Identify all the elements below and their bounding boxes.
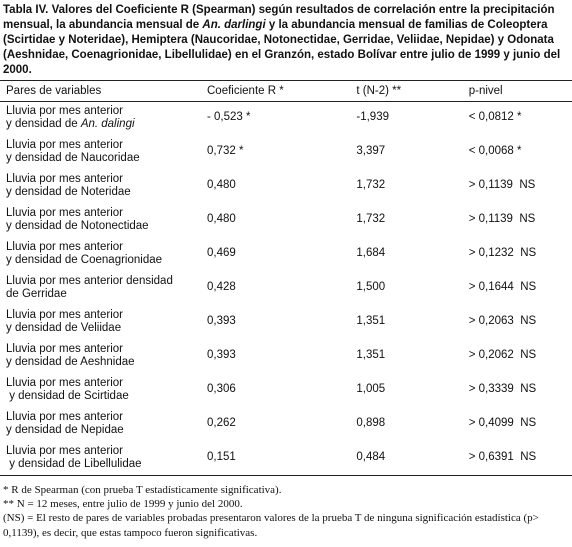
variable-pair-line2-text: y densidad de Nepidae xyxy=(6,423,124,436)
variable-pair-line2 xyxy=(6,152,201,165)
footnote-ns: (NS) = El resto de pares de variables probadas presentaron valores de la prueba T de ninguna significación estadística (p> 0,1139), es decir, que estas tampoco fueron significativas. xyxy=(3,512,539,539)
variable-pair-line2 xyxy=(6,356,201,369)
variable-pair-cell xyxy=(0,306,201,340)
variable-pair-line2-text: y densidad de Coenagrionidae xyxy=(6,253,163,266)
coefficient-cell: - 0,523 * xyxy=(207,111,251,123)
table-row xyxy=(0,238,572,272)
caption-species: An. darlingi xyxy=(202,19,266,31)
table-body xyxy=(0,102,572,476)
variable-pair-line2-text: y densidad de xyxy=(6,118,81,130)
variable-pair-cell xyxy=(0,204,201,238)
coefficient-cell: 0,393 xyxy=(207,348,236,361)
variable-pair-line1: Lluvia por mes anterior xyxy=(6,240,123,253)
t-value-cell: 1,732 xyxy=(356,212,386,225)
variable-pair-line2-text: y densidad de Notonectidae xyxy=(6,219,149,232)
p-level-cell: > 0,1232 NS xyxy=(468,246,537,259)
p-level-cell: > 0,1139 NS xyxy=(468,212,536,225)
header-coefficient: Coeficiente R * xyxy=(201,81,350,102)
header-pairs: Pares de variables xyxy=(0,81,201,102)
table-row xyxy=(0,272,572,306)
table-row xyxy=(0,170,572,204)
table-row xyxy=(0,136,572,170)
table-row xyxy=(0,204,572,238)
variable-pair-line1: Lluvia por mes anterior xyxy=(6,105,123,117)
t-value-cell: 1,351 xyxy=(356,348,386,361)
header-p: p-nivel xyxy=(463,81,572,102)
variable-pair-line2 xyxy=(6,254,201,267)
coefficient-cell: 0,480 xyxy=(207,178,236,191)
variable-pair-species: An. dalingi xyxy=(80,118,135,130)
variable-pair-line1: Lluvia por mes anterior xyxy=(6,206,123,219)
variable-pair-line2 xyxy=(6,186,201,199)
coefficient-cell: 0,151 xyxy=(201,442,350,476)
variable-pair-line1: Lluvia por mes anterior densidad xyxy=(6,274,173,287)
correlation-table xyxy=(0,80,572,476)
table-row xyxy=(0,374,572,408)
table-header-row xyxy=(0,81,572,102)
variable-pair-line2-text: y densidad de Aeshnidae xyxy=(6,355,135,368)
variable-pair-cell xyxy=(0,102,201,136)
t-value-cell: 1,351 xyxy=(356,314,386,327)
coefficient-cell: 0,732 * xyxy=(207,144,244,157)
variable-pair-line1: Lluvia por mes anterior xyxy=(6,342,123,355)
variable-pair-line2 xyxy=(6,458,201,471)
coefficient-cell: 0,262 xyxy=(207,416,236,429)
variable-pair-line1: Lluvia por mes anterior xyxy=(6,172,123,185)
variable-pair-line2 xyxy=(6,288,201,301)
variable-pair-cell xyxy=(0,374,201,408)
table-row xyxy=(0,102,572,136)
variable-pair-line2-text: y densidad de Veliidae xyxy=(6,321,122,334)
p-level-cell: > 0,4099 NS xyxy=(468,416,537,429)
t-value-cell: -1,939 xyxy=(356,111,389,123)
caption-text: Tabla IV. Valores del Coeficiente R (Spearman) según resultados de correlación entre la precipitación mensual, la abundancia mensual de xyxy=(3,4,555,31)
coefficient-cell: 0,393 xyxy=(207,314,236,327)
variable-pair-cell xyxy=(0,340,201,374)
variable-pair-cell xyxy=(0,408,201,442)
p-level-cell: > 0,2063 NS xyxy=(468,314,537,327)
variable-pair-line2 xyxy=(6,424,201,437)
table-caption xyxy=(3,3,569,78)
variable-pair-cell xyxy=(0,238,201,272)
t-value-cell: 0,484 xyxy=(350,442,462,476)
variable-pair-line2 xyxy=(6,322,201,335)
table-row xyxy=(0,408,572,442)
variable-pair-line1: Lluvia por mes anterior xyxy=(6,376,123,389)
footnote-sample-size: ** N = 12 meses, entre julio de 1999 y junio del 2000. xyxy=(3,498,243,511)
variable-pair-line2 xyxy=(6,118,201,131)
coefficient-cell: 0,469 xyxy=(207,246,236,259)
p-level-cell: > 0,1644 NS xyxy=(468,280,537,293)
t-value-cell: 1,732 xyxy=(356,178,386,191)
footnotes xyxy=(3,483,569,540)
variable-pair-line2-text: y densidad de Naucoridae xyxy=(6,151,140,164)
variable-pair-line2 xyxy=(6,220,201,233)
variable-pair-line1: Lluvia por mes anterior xyxy=(6,444,123,457)
coefficient-cell: 0,428 xyxy=(207,280,236,293)
t-value-cell: 0,898 xyxy=(356,416,386,429)
variable-pair-line2-text: y densidad de Scirtidae xyxy=(6,389,129,402)
p-level-cell: > 0,2062 NS xyxy=(468,348,537,361)
variable-pair-cell xyxy=(0,272,201,306)
variable-pair-line1: Lluvia por mes anterior xyxy=(6,410,123,423)
variable-pair-line2-text: y densidad de Noteridae xyxy=(6,185,131,198)
footnote-spearman: * R de Spearman (con prueba T estadísticamente significativa). xyxy=(3,484,282,496)
coefficient-cell: 0,480 xyxy=(207,212,236,225)
variable-pair-line1: Lluvia por mes anterior xyxy=(6,308,123,321)
variable-pair-line1: Lluvia por mes anterior xyxy=(6,138,123,151)
p-level-cell: > 0,3339 NS xyxy=(468,382,537,395)
variable-pair-cell xyxy=(0,442,201,476)
variable-pair-line2-text: y densidad de Libellulidae xyxy=(6,457,142,470)
p-level-cell: > 0,1139 NS xyxy=(468,178,536,191)
table-row xyxy=(0,306,572,340)
variable-pair-line2-text: de Gerridae xyxy=(6,287,67,300)
t-value-cell: 1,500 xyxy=(356,280,386,293)
t-value-cell: 1,005 xyxy=(356,382,386,395)
t-value-cell: 1,684 xyxy=(356,246,386,259)
variable-pair-cell xyxy=(0,170,201,204)
header-t: t (N-2) ** xyxy=(350,81,462,102)
p-level-cell: > 0,6391 NS xyxy=(463,442,572,476)
coefficient-cell: 0,306 xyxy=(207,382,236,395)
variable-pair-line2 xyxy=(6,390,201,403)
caption-text-end: y la abundancia mensual de familias de Coleoptera (Scirtidae y Noteridae), Hemiptera (Naucoridae, Notonectidae, Gerridae, Veliidae, Nepidae) y Odonata (Aeshnidae, Coenagrionidae, Libellulidae) en el Granzón, estado Bolívar entre julio de 1999 y junio del 2000. xyxy=(3,19,561,76)
variable-pair-cell xyxy=(0,136,201,170)
table-row xyxy=(0,340,572,374)
p-level-cell: < 0,0068 * xyxy=(468,144,522,157)
p-level-cell: < 0,0812 * xyxy=(468,111,522,123)
table-row xyxy=(0,442,572,476)
t-value-cell: 3,397 xyxy=(356,144,386,157)
